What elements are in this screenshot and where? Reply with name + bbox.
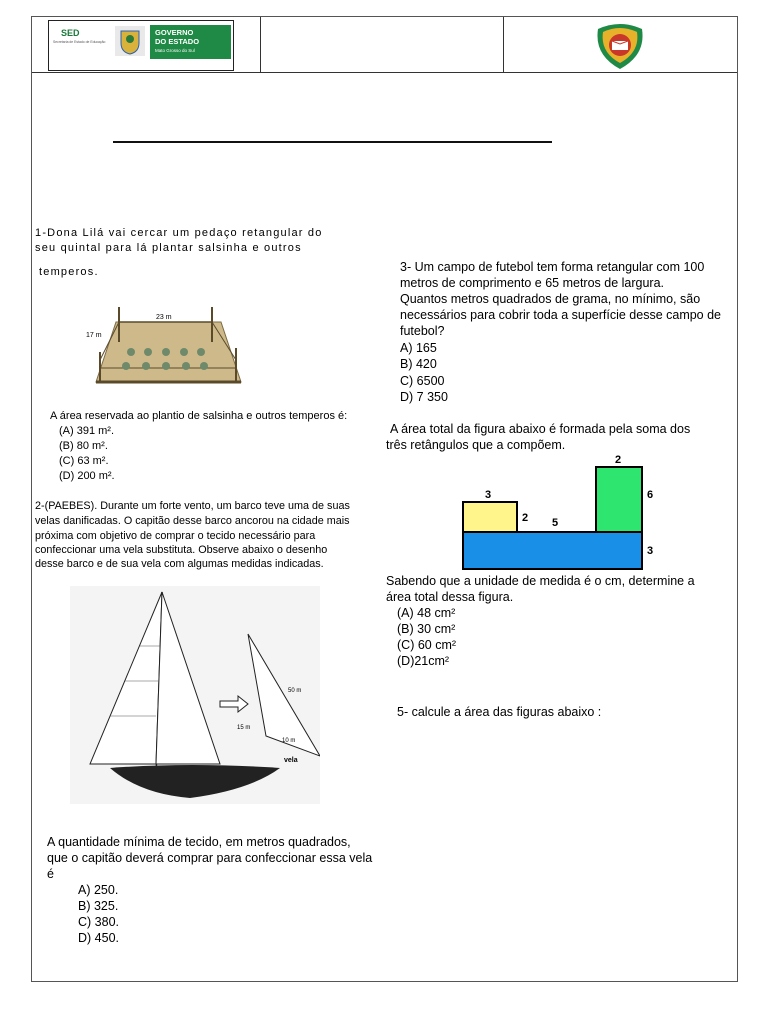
sed-subtitle: Secretaria de Estado de Educação <box>53 40 106 44</box>
q4-option-d: (D)21cm² <box>397 654 450 668</box>
q2-option-b: B) 325. <box>78 899 119 913</box>
q5-text: 5- calcule a área das figuras abaixo : <box>397 705 602 719</box>
garden-width-label: 23 m <box>156 314 172 321</box>
q2-option-c: C) 380. <box>78 915 119 929</box>
q2-text-line4: confeccionar uma vela substituta. Observe abaixo o desenho <box>35 544 328 556</box>
gov-line1: GOVERNO <box>155 28 194 37</box>
q1-question: A área reservada ao plantio de salsinha e outros temperos é: <box>50 410 348 422</box>
q2-question-line1: A quantidade mínima de tecido, em metros quadrados, <box>47 835 351 849</box>
q1-option-a: (A) 391 m². <box>59 425 115 437</box>
gap-label: 5 <box>552 517 559 529</box>
q2-text-line1: 2-(PAEBES). Durante um forte vento, um barco teve uma de suas <box>35 500 350 512</box>
blue-rectangle <box>463 532 642 569</box>
yellow-height-label: 2 <box>522 512 529 524</box>
rectangles-figure <box>455 450 665 575</box>
q2-question-line2: que o capitão deverá comprar para confeccionar essa vela <box>47 851 373 865</box>
q3-text-line1: 3- Um campo de futebol tem forma retangular com 100 <box>400 260 705 274</box>
q2-question-line3: é <box>47 867 54 881</box>
header-divider <box>503 17 504 72</box>
green-height-label: 6 <box>647 489 654 501</box>
title-blank-line <box>113 141 552 143</box>
gov-line2: DO ESTADO <box>155 37 200 46</box>
q4-option-b: (B) 30 cm² <box>397 622 456 636</box>
blue-height-label: 3 <box>647 545 654 557</box>
q2-text-line2: velas danificadas. O capitão desse barco ancorou na cidade mais <box>35 515 350 527</box>
green-width-label: 2 <box>615 454 622 466</box>
gov-line3: Mato Grosso do Sul <box>155 48 195 53</box>
q3-option-a: A) 165 <box>400 341 437 355</box>
q3-text-line4: necessários para cobrir toda a superfície desse campo de <box>400 308 722 322</box>
q1-option-d: (D) 200 m². <box>59 470 115 482</box>
q2-option-a: A) 250. <box>78 883 119 897</box>
green-rectangle <box>596 467 642 532</box>
q1-text-line2: seu quintal para lá plantar salsinha e outros <box>35 242 302 254</box>
q1-text-line1: 1-Dona Lilá vai cercar um pedaço retangular do <box>35 227 323 239</box>
yellow-rectangle <box>463 502 517 532</box>
q3-option-b: B) 420 <box>400 357 437 371</box>
q3-option-d: D) 7 350 <box>400 390 448 404</box>
q4-question-line2: área total dessa figura. <box>386 590 514 604</box>
q3-text-line3: Quantos metros quadrados de grama, no mínimo, são <box>400 292 701 306</box>
garden-figure <box>86 302 246 392</box>
school-crest-logo <box>594 21 646 71</box>
q1-text-line3: temperos. <box>39 266 99 278</box>
q3-text-line2: metros de comprimento e 65 metros de largura. <box>400 276 665 290</box>
q1-option-b: (B) 80 m². <box>59 440 108 452</box>
header-table <box>32 17 737 73</box>
q1-option-c: (C) 63 m². <box>59 455 109 467</box>
sailboat-figure <box>70 586 320 804</box>
sail-15m-label: 15 m <box>237 725 251 731</box>
q4-option-c: (C) 60 cm² <box>397 638 457 652</box>
government-logo <box>48 20 234 71</box>
q3-text-line5: futebol? <box>400 324 445 338</box>
q4-option-a: (A) 48 cm² <box>397 606 456 620</box>
sail-vela-label: vela <box>284 757 298 764</box>
q4-intro-line1: A área total da figura abaixo é formada pela soma dos <box>390 422 691 436</box>
q4-question-line1: Sabendo que a unidade de medida é o cm, determine a <box>386 574 695 588</box>
q4-intro-line2: três retângulos que a compõem. <box>386 438 566 452</box>
q2-option-d: D) 450. <box>78 931 119 945</box>
q2-text-line3: próxima com objetivo de comprar o tecido necessário para <box>35 530 316 542</box>
sed-label: SED <box>61 28 80 38</box>
header-divider <box>260 17 261 72</box>
yellow-width-label: 3 <box>485 489 492 501</box>
sail-10m-label: 10 m <box>282 738 296 744</box>
q3-option-c: C) 6500 <box>400 374 445 388</box>
garden-height-label: 17 m <box>86 332 102 339</box>
q2-text-line5: desse barco e de sua vela com algumas medidas indicadas. <box>35 558 324 570</box>
sail-50m-label: 50 m <box>288 688 302 694</box>
